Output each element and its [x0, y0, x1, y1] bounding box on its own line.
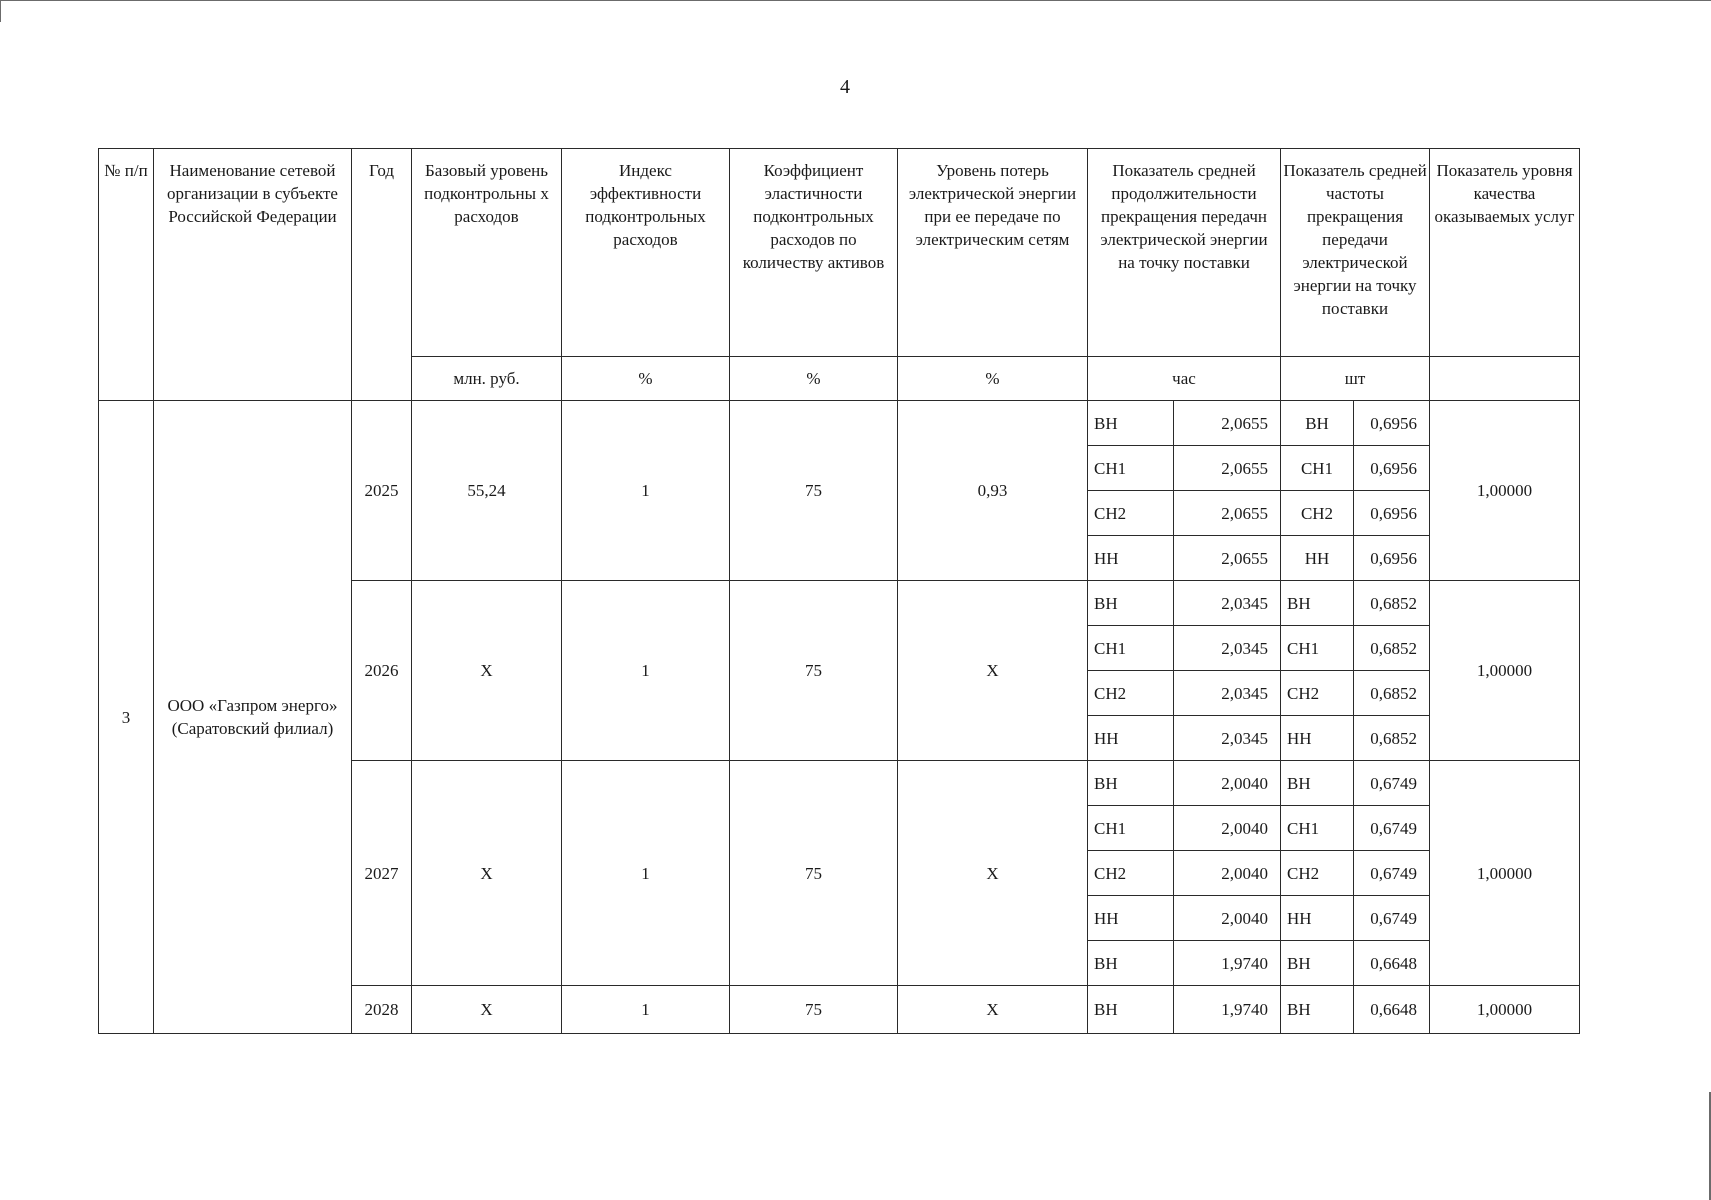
duration-value: 2,0345: [1174, 716, 1281, 761]
base-level-cell: X: [412, 986, 562, 1034]
duration-level: ВН: [1088, 401, 1174, 446]
efficiency-index-cell: 1: [562, 581, 730, 761]
duration-level: СН2: [1088, 491, 1174, 536]
year-cell: 2026: [352, 581, 412, 761]
frequency-level: СН2: [1281, 851, 1354, 896]
frequency-level: ВН: [1281, 941, 1354, 986]
duration-level: СН2: [1088, 851, 1174, 896]
duration-level: СН2: [1088, 671, 1174, 716]
efficiency-index-cell: 1: [562, 761, 730, 986]
duration-level: ВН: [1088, 761, 1174, 806]
year-cell: 2028: [352, 986, 412, 1034]
duration-value: 2,0655: [1174, 446, 1281, 491]
frequency-level: СН1: [1281, 806, 1354, 851]
year-cell: 2027: [352, 761, 412, 986]
frequency-value: 0,6852: [1354, 671, 1430, 716]
entry-number: 3: [99, 401, 154, 1034]
duration-level: ВН: [1088, 941, 1174, 986]
frequency-level: ВН: [1281, 986, 1354, 1034]
frequency-value: 0,6956: [1354, 401, 1430, 446]
service-quality-cell: 1,00000: [1430, 986, 1580, 1034]
duration-level: СН1: [1088, 806, 1174, 851]
unit-outage-duration: час: [1088, 357, 1281, 401]
page-number: 4: [840, 76, 850, 98]
duration-level: ВН: [1088, 986, 1174, 1034]
unit-service-quality: [1430, 357, 1580, 401]
base-level-cell: X: [412, 581, 562, 761]
duration-level: НН: [1088, 536, 1174, 581]
duration-value: 2,0655: [1174, 536, 1281, 581]
header-row: [99, 149, 1580, 357]
loss-level-cell: X: [898, 581, 1088, 761]
frequency-value: 0,6852: [1354, 716, 1430, 761]
loss-level-cell: X: [898, 986, 1088, 1034]
header-outage-frequency: Показатель средней частоты прекращения передачи электрической энергии на точку поставки: [1281, 149, 1430, 357]
unit-outage-frequency: шт: [1281, 357, 1430, 401]
base-level-cell: X: [412, 761, 562, 986]
elasticity-coefficient-cell: 75: [730, 581, 898, 761]
duration-level: СН1: [1088, 626, 1174, 671]
service-quality-cell: 1,00000: [1430, 401, 1580, 581]
unit-loss-level: %: [898, 357, 1088, 401]
scan-edge-top: [0, 0, 1711, 1]
unit-elasticity-coefficient: %: [730, 357, 898, 401]
elasticity-coefficient-cell: 75: [730, 986, 898, 1034]
duration-value: 2,0655: [1174, 491, 1281, 536]
header-outage-duration: Показатель средней продолжительности прекращения передачн электрической энергии на точку поставки: [1088, 149, 1281, 357]
unit-efficiency-index: %: [562, 357, 730, 401]
duration-value: 2,0040: [1174, 896, 1281, 941]
header-org: Наименование сетевой организации в субъекте Российской Федерации: [154, 149, 352, 401]
base-level-cell: 55,24: [412, 401, 562, 581]
frequency-level: СН2: [1281, 671, 1354, 716]
frequency-level: ВН: [1281, 401, 1354, 446]
frequency-value: 0,6852: [1354, 626, 1430, 671]
duration-level: НН: [1088, 896, 1174, 941]
year-cell: 2025: [352, 401, 412, 581]
frequency-value: 0,6648: [1354, 986, 1430, 1034]
duration-level: СН1: [1088, 446, 1174, 491]
frequency-value: 0,6749: [1354, 896, 1430, 941]
unit-base-level: млн. руб.: [412, 357, 562, 401]
frequency-level: ВН: [1281, 581, 1354, 626]
frequency-value: 0,6956: [1354, 491, 1430, 536]
frequency-value: 0,6956: [1354, 446, 1430, 491]
duration-value: 2,0655: [1174, 401, 1281, 446]
duration-level: НН: [1088, 716, 1174, 761]
frequency-level: СН1: [1281, 626, 1354, 671]
efficiency-index-cell: 1: [562, 986, 730, 1034]
duration-value: 2,0345: [1174, 626, 1281, 671]
header-efficiency-index: Индекс эффективности подконтрольных расходов: [562, 149, 730, 357]
duration-value: 2,0040: [1174, 761, 1281, 806]
frequency-value: 0,6749: [1354, 761, 1430, 806]
loss-level-cell: 0,93: [898, 401, 1088, 581]
duration-value: 2,0345: [1174, 671, 1281, 716]
duration-value: 2,0040: [1174, 851, 1281, 896]
efficiency-index-cell: 1: [562, 401, 730, 581]
service-quality-cell: 1,00000: [1430, 761, 1580, 986]
duration-value: 1,9740: [1174, 986, 1281, 1034]
elasticity-coefficient-cell: 75: [730, 401, 898, 581]
frequency-value: 0,6956: [1354, 536, 1430, 581]
header-loss-level: Уровень потерь электрической энергии при ее передаче по электрическим сетям: [898, 149, 1088, 357]
frequency-value: 0,6852: [1354, 581, 1430, 626]
frequency-value: 0,6749: [1354, 806, 1430, 851]
header-elasticity-coefficient: Коэффициент эластичности подконтрольных расходов по количеству активов: [730, 149, 898, 357]
frequency-level: СН1: [1281, 446, 1354, 491]
header-service-quality: Показатель уровня качества оказываемых услуг: [1430, 149, 1580, 357]
duration-value: 1,9740: [1174, 941, 1281, 986]
header-base-level: Базовый уровень подконтрольны х расходов: [412, 149, 562, 357]
entry-organization: ООО «Газпром энерго» (Саратовский филиал): [154, 401, 352, 1034]
service-quality-cell: 1,00000: [1430, 581, 1580, 761]
frequency-level: НН: [1281, 536, 1354, 581]
header-year: Год: [352, 149, 412, 401]
table-row: [99, 401, 1580, 446]
loss-level-cell: X: [898, 761, 1088, 986]
tariff-parameters-table: [98, 148, 1580, 1034]
frequency-value: 0,6648: [1354, 941, 1430, 986]
header-num: № п/п: [99, 149, 154, 401]
duration-value: 2,0040: [1174, 806, 1281, 851]
frequency-level: ВН: [1281, 761, 1354, 806]
frequency-level: НН: [1281, 896, 1354, 941]
scan-edge-left: [0, 0, 1, 22]
frequency-value: 0,6749: [1354, 851, 1430, 896]
elasticity-coefficient-cell: 75: [730, 761, 898, 986]
frequency-level: НН: [1281, 716, 1354, 761]
frequency-level: СН2: [1281, 491, 1354, 536]
duration-value: 2,0345: [1174, 581, 1281, 626]
duration-level: ВН: [1088, 581, 1174, 626]
